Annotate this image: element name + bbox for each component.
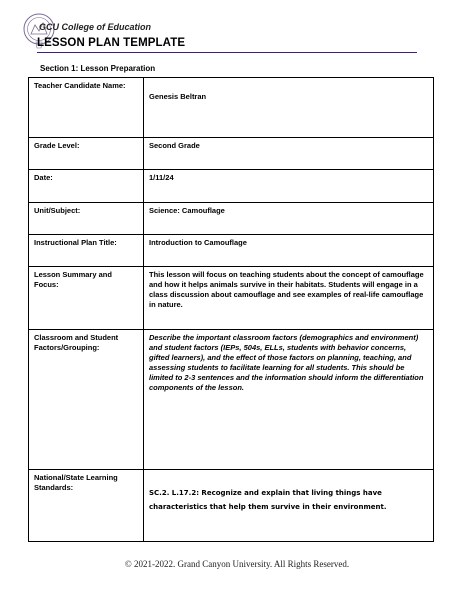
row-value: Science: Camouflage xyxy=(144,203,434,235)
row-label: National/State Learning Standards: xyxy=(29,470,144,542)
table-row xyxy=(29,267,434,330)
table-row xyxy=(29,203,434,235)
row-label: Date: xyxy=(29,170,144,203)
row-value: Second Grade xyxy=(144,138,434,170)
table-row xyxy=(29,470,434,542)
row-value: This lesson will focus on teaching students about the concept of camouflage and how it helps animals survive in their habitats. Students will engage in a class discussion about camouflage and see examples of real-life camouflage in nature. xyxy=(144,267,434,330)
row-value: Introduction to Camouflage xyxy=(144,235,434,267)
row-label: Lesson Summary and Focus: xyxy=(29,267,144,330)
table-row xyxy=(29,138,434,170)
row-value: 1/11/24 xyxy=(144,170,434,203)
row-label: Teacher Candidate Name: xyxy=(29,78,144,138)
copyright-footer: © 2021-2022. Grand Canyon University. All Rights Reserved. xyxy=(124,559,350,569)
page-title: LESSON PLAN TEMPLATE xyxy=(37,37,186,49)
row-label: Classroom and Student Factors/Grouping: xyxy=(29,330,144,470)
standard-text: SC.2. L.17.2: Recognize and explain that living things have characteristics that help them survive in their environment. xyxy=(149,489,387,511)
row-label: Unit/Subject: xyxy=(29,203,144,235)
lesson-plan-table xyxy=(28,77,434,542)
table-row xyxy=(29,78,434,138)
row-label: Grade Level: xyxy=(29,138,144,170)
table-row xyxy=(29,330,434,470)
row-value: Describe the important classroom factors (demographics and environment) and student factors (IEPs, 504s, ELLs, students with behavior concerns, gifted learners), and the effect of those factors on planning, teaching, and assessing students to facilitate learning for all students. This should be limited to 2-3 sentences and the information should inform the differentiation components of the lesson. xyxy=(144,330,434,470)
college-name: GCU College of Education xyxy=(39,22,152,32)
row-value xyxy=(144,78,434,138)
table-row xyxy=(29,170,434,203)
table-row xyxy=(29,235,434,267)
row-label: Instructional Plan Title: xyxy=(29,235,144,267)
teacher-name: Genesis Beltran xyxy=(149,92,207,101)
row-value xyxy=(144,470,434,542)
section-title: Section 1: Lesson Preparation xyxy=(40,64,156,73)
header-divider xyxy=(37,52,417,53)
